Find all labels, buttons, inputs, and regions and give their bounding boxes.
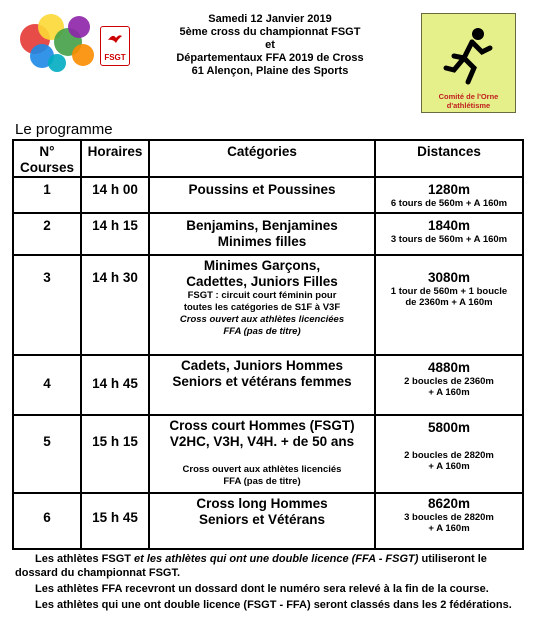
category-note: Cross ouvert aux athlètes licenciées <box>179 314 345 325</box>
course-distance <box>375 415 523 493</box>
course-time: 14 h 45 <box>81 355 149 415</box>
event-header <box>150 13 390 78</box>
course-category <box>149 415 375 493</box>
category-note: FFA (pas de titre) <box>223 476 301 487</box>
category-note: toutes les catégories de S1F à V3F <box>183 302 341 313</box>
category-line: Seniors et vétérans femmes <box>172 374 352 389</box>
category-note: Cross ouvert aux athlètes licenciés <box>182 464 342 475</box>
distance-value: 5800m <box>427 420 471 435</box>
table-row <box>13 177 523 213</box>
course-category <box>149 493 375 549</box>
category-line: Cadets, Juniors Hommes <box>180 358 344 373</box>
category-line: Minimes filles <box>217 234 307 249</box>
course-category <box>149 213 375 255</box>
orne-athletics-logo <box>421 13 516 113</box>
course-time: 14 h 30 <box>81 255 149 355</box>
event-date: Samedi 12 Janvier 2019 <box>208 13 332 25</box>
distance-detail: 2 boucles de 2360m <box>404 376 494 387</box>
footer-paragraph <box>15 552 520 580</box>
category-note: FSGT : circuit court féminin pour <box>187 290 337 301</box>
event-subtitle: Départementaux FFA 2019 de Cross <box>176 52 364 64</box>
distance-value: 1840m <box>427 218 471 233</box>
category-line: Cross court Hommes (FSGT) <box>169 418 355 433</box>
course-category <box>149 177 375 213</box>
course-number: 3 <box>13 255 81 355</box>
category-line: V2HC, V3H, V4H. + de 50 ans <box>169 434 355 449</box>
category-line: Poussins et Poussines <box>188 182 336 197</box>
course-number: 2 <box>13 213 81 255</box>
distance-value: 3080m <box>427 270 471 285</box>
distance-value: 4880m <box>427 360 471 375</box>
category-line: Minimes Garçons, <box>203 258 321 273</box>
fsgt-logo <box>18 10 130 74</box>
orne-label-line1: Comité de l'Orne <box>438 92 499 101</box>
course-number: 5 <box>13 415 81 493</box>
fsgt-badge <box>100 26 130 66</box>
distance-detail: 2 boucles de 2820m <box>404 450 494 461</box>
course-time: 15 h 45 <box>81 493 149 549</box>
category-line: Cadettes, Juniors Filles <box>186 274 338 289</box>
footer-text: utiliseront le dossard du championnat FSGT. <box>15 553 487 579</box>
course-distance <box>375 355 523 415</box>
category-line: Cross long Hommes <box>196 496 328 511</box>
course-distance <box>375 177 523 213</box>
event-location: 61 Alençon, Plaine des Sports <box>191 65 349 77</box>
footer-paragraph: Les athlètes qui une ont double licence (FSGT - FFA) seront classés dans les 2 fédérations. <box>35 599 512 611</box>
course-time: 14 h 15 <box>81 213 149 255</box>
table-row <box>13 415 523 493</box>
runner-icon <box>442 26 497 86</box>
distance-value: 8620m <box>427 496 471 511</box>
header-course: N° Courses <box>13 140 81 177</box>
distance-detail: 3 boucles de 2820m <box>404 512 494 523</box>
distance-detail: 1 tour de 560m + 1 boucle <box>390 286 508 297</box>
event-conjunction: et <box>265 39 275 51</box>
distance-value: 1280m <box>427 182 471 197</box>
table-row <box>13 213 523 255</box>
category-note: FFA (pas de titre) <box>223 326 301 337</box>
table-header-row <box>13 140 523 177</box>
course-number: 1 <box>13 177 81 213</box>
distance-detail: 3 tours de 560m + A 160m <box>390 234 508 245</box>
footer-text-italic: et les athlètes qui ont une double licence (FFA - FSGT) <box>134 553 419 565</box>
footer-notes <box>15 552 520 614</box>
course-distance <box>375 255 523 355</box>
fsgt-label: FSGT <box>104 53 126 62</box>
event-title: 5ème cross du championnat FSGT <box>179 26 361 38</box>
course-number: 6 <box>13 493 81 549</box>
course-distance <box>375 213 523 255</box>
footer-text: Les athlètes FSGT <box>35 553 135 565</box>
bird-icon <box>107 31 123 47</box>
orne-label-line2: d'athlétisme <box>446 101 491 110</box>
program-table <box>12 139 524 550</box>
distance-detail: + A 160m <box>428 387 470 398</box>
distance-detail: 6 tours de 560m + A 160m <box>390 198 508 209</box>
table-row <box>13 355 523 415</box>
category-line: Benjamins, Benjamines <box>186 218 338 233</box>
table-row <box>13 255 523 355</box>
footer-paragraph: Les athlètes FFA recevront un dossard dont le numéro sera relevé à la fin de la course. <box>35 583 489 595</box>
distance-detail: + A 160m <box>428 461 470 472</box>
category-line: Seniors et Vétérans <box>198 512 326 527</box>
table-row <box>13 493 523 549</box>
distance-detail: + A 160m <box>428 523 470 534</box>
distance-detail: de 2360m + A 160m <box>405 297 493 308</box>
header-distances: Distances <box>375 140 523 177</box>
course-number: 4 <box>13 355 81 415</box>
section-title: Le programme <box>15 121 113 138</box>
header-horaires: Horaires <box>81 140 149 177</box>
header-categories: Catégories <box>149 140 375 177</box>
course-category <box>149 255 375 355</box>
course-distance <box>375 493 523 549</box>
course-time: 14 h 00 <box>81 177 149 213</box>
course-category <box>149 355 375 415</box>
course-time: 15 h 15 <box>81 415 149 493</box>
